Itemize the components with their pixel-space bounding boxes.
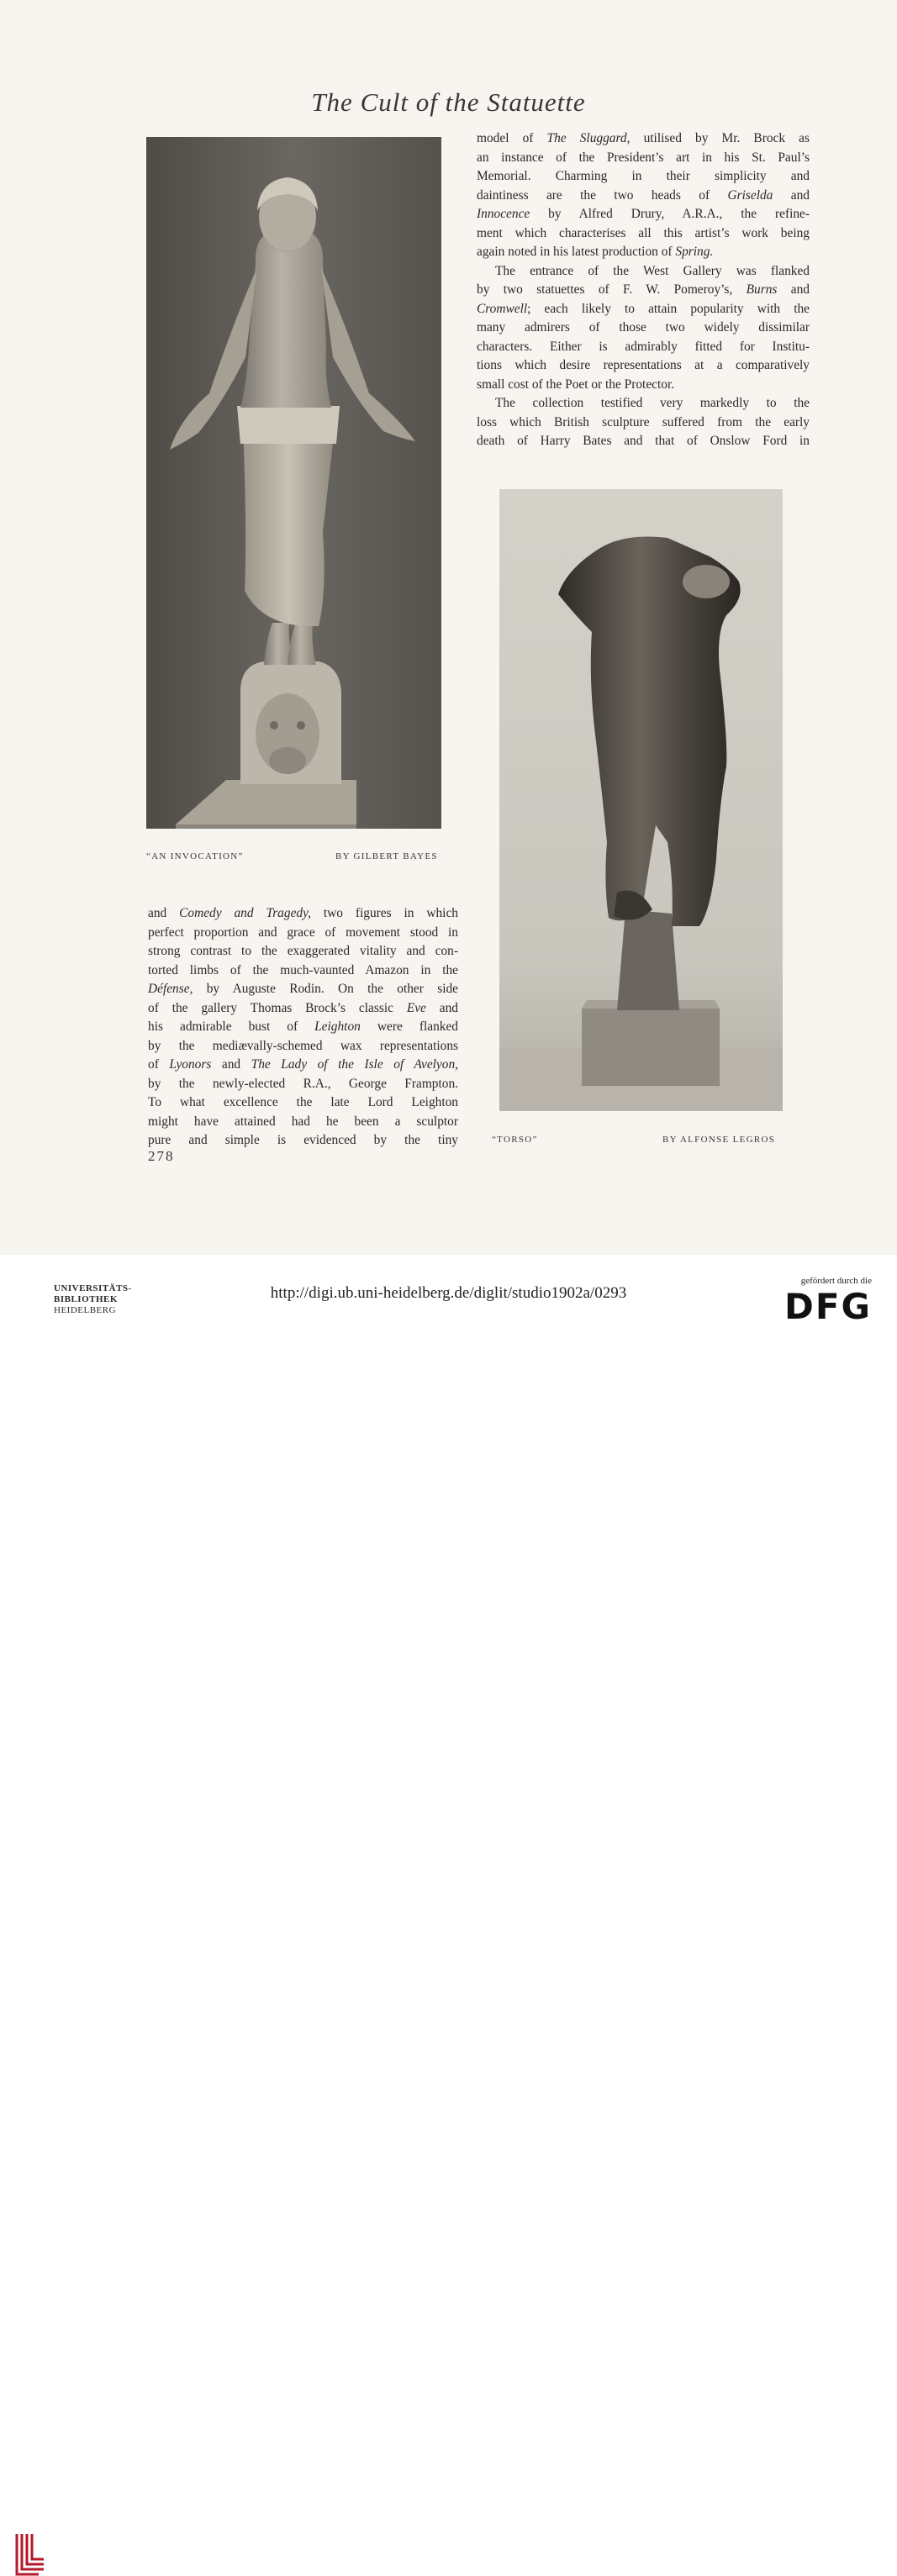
text-line: To what excellence the late Lord Leighton [148,1095,458,1109]
text-line: Cromwell; each likely to attain popularity with the [477,301,810,316]
italic-title: Spring. [675,245,714,259]
italic-title: Burns [746,282,778,297]
text-line: loss which British sculpture suffered from the early [477,414,810,429]
text-line: Innocence by Alfred Drury, A.R.A., the refine- [477,207,810,221]
running-title: The Cult of the Statuette [311,87,586,117]
torso-image [499,489,783,1111]
text-line: characters. Either is admirably fitted for Institu- [477,339,810,354]
text-line: small cost of the Poet or the Protector. [477,377,675,392]
text-line: tions which desire representations at a comparatively [477,358,810,372]
text-line: might have attained had he been a sculptor [148,1114,458,1129]
text-line: model of The Sluggard, utilised by Mr. Brock as [477,131,810,145]
text-line: by the mediævally-schemed wax representations [148,1038,458,1053]
text-line: The collection testified very markedly to the [495,396,810,410]
plate-left-caption-artist: BY GILBERT BAYES [335,851,438,861]
text-column-right [477,129,810,451]
plate-right-caption-artist: BY ALFONSE LEGROS [662,1135,776,1145]
text-line: his admirable bust of Leighton were flanked [148,1019,458,1034]
text-line: an instance of the President’s art in his St. Paul’s [477,150,810,165]
italic-title: Griselda [727,187,773,203]
text-line: death of Harry Bates and that of Onslow Ford in [477,434,810,448]
text-line: Défense, by Auguste Rodin. On the other side [148,982,458,996]
plate-an-invocation [146,137,441,829]
text-line: The entrance of the West Gallery was flanked [495,263,810,278]
italic-title: Leighton [314,1019,361,1034]
statuette-invocation-image [146,137,441,829]
text-line: and Comedy and Tragedy, two figures in which [148,906,458,920]
text-line: again noted in his latest production of Spring. [477,245,714,259]
italic-title: Eve [406,1000,426,1015]
text-line: by two statuettes of F. W. Pomeroy’s, Burns and [477,282,810,297]
library-name-line: HEIDELBERG [54,1305,117,1315]
plate-torso [499,489,783,1111]
text-line: of Lyonors and The Lady of the Isle of Avelyon, [148,1057,458,1072]
text-line: pure and simple is evidenced by the tiny [148,1133,458,1147]
page-number: 278 [148,1148,175,1164]
library-name-line: UNIVERSITÄTS- [54,1283,132,1293]
italic-title: Défense, [148,982,193,996]
italic-title: Cromwell [477,301,528,316]
italic-title: The Lady of the Isle of Avelyon, [251,1057,458,1072]
text-line: daintiness are the two heads of Griselda and [477,187,810,203]
text-line: strong contrast to the exaggerated vitality and con- [148,944,458,958]
dfg-logo[interactable]: DFG [784,1286,872,1327]
italic-title: Innocence [477,207,530,221]
text-line: by the newly-elected R.A., George Frampton. [148,1076,458,1091]
text-line: Memorial. Charming in their simplicity and [477,169,810,183]
italic-title: The Sluggard, [546,131,631,145]
text-line: many admirers of those two widely dissimilar [477,320,810,335]
text-line: torted limbs of the much-vaunted Amazon in the [148,962,458,977]
funded-by-label: gefördert durch die [800,1276,872,1286]
plate-right-caption-title: “TORSO” [492,1135,538,1145]
text-line: ment which characterises all this artist’s work being [477,225,810,240]
italic-title: Lyonors [169,1057,212,1072]
permalink-url[interactable]: http://digi.ub.uni-heidelberg.de/diglit/studio1902a/0293 [270,1284,627,1302]
library-name-line: BIBLIOTHEK [54,1294,118,1304]
text-line: perfect proportion and grace of movement stood in [148,925,458,940]
text-line: of the gallery Thomas Brock’s classic Eve and [148,1000,458,1015]
italic-title: Comedy and Tragedy, [179,906,311,920]
document-page [0,0,897,1255]
text-column-left [148,904,458,1151]
plate-left-caption-title: “AN INVOCATION” [146,851,244,861]
university-library-logo-icon[interactable] [13,2532,47,2576]
